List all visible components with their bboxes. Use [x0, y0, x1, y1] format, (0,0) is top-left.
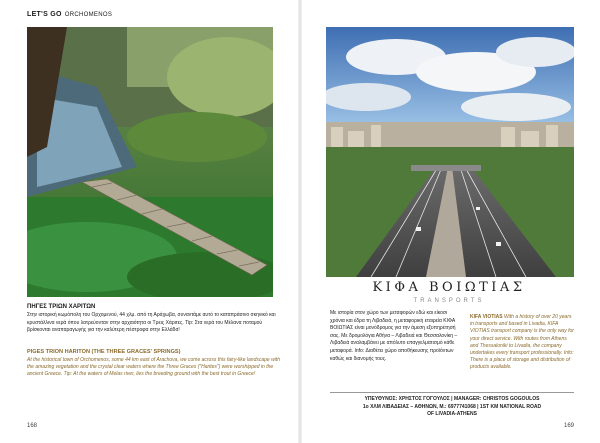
- springs-photo: [27, 27, 273, 297]
- section-header: [27, 11, 112, 18]
- highway-photo-art: [326, 27, 574, 277]
- english-company-heading: KIFA VIOTIAS: [470, 314, 503, 320]
- contact-address-cont: OF LIVADIA-ATHENS: [427, 411, 477, 417]
- brand-block: [326, 280, 572, 304]
- contact-info: [330, 396, 574, 419]
- page-number-left: 168: [27, 423, 38, 429]
- greek-title: ΠΗΓΕΣ ΤΡΙΩΝ ΧΑΡΙΤΩΝ: [27, 304, 96, 310]
- page-number-right: 169: [564, 423, 575, 429]
- brand-tagline: TRANSPORTS: [413, 298, 485, 304]
- contact-address: 1o ΧΛΜ ΛΙΒΑΔΕΙΑΣ – ΑΘΗΝΩΝ, Μ.: 6977741068 | 1ST KM NATIONAL ROAD: [362, 403, 542, 410]
- english-title: PIGES TRION HARITON (THE THREE GRACES' SPRINGS): [27, 349, 181, 355]
- page-fold: [298, 0, 302, 443]
- location-label: ORCHOMENOS: [64, 12, 113, 18]
- section-label: LET'S GO: [27, 11, 62, 18]
- contact-manager: ΥΠΕΥΘΥΝΟΣ: ΧΡΗΣΤΟΣ ΓΟΓΟΥΛΟΣ | MANAGER: CHRISTOS GOGOULOS: [364, 396, 540, 402]
- contact-divider: [330, 392, 574, 393]
- english-company-description: [470, 314, 574, 372]
- english-company-text: With a history of over 20 years in transports and based in Livadia, KIFA VIOTIAS transport company is the only way for your direct service. With routes from Athens and Thessaloniki to Livadia, the company undertakes every transport professionally. Info: There is a place of storage and distribution of products available.: [470, 314, 574, 371]
- english-description: At the historical town of Orchomenos, some 44 km east of Arachova, we come across this fairy-like landscape with the amazing vegetation and the crystal clear waters where the Three Graces ("Harites") were worshipped in the ancient Greece. Tip: At the waters of Melas river, lies the breeding ground with the best trout in Greece!: [27, 357, 280, 377]
- brand-name: ΚΙΦΑ ΒΟΙΩΤΙΑΣ: [372, 280, 526, 295]
- greek-description: Στην ιστορική κωμόπολη του Ορχομενού, 44 χλμ. από τη Αράχωβα, συναντάμε αυτό το καταπράσινο σκηνικό και κρυστάλλινα νερά όπου λατρεύονταν στην αρχαιότητα οι Τρεις Χάριτες. Tip: Στα νερά του Μέλανα ποταμού βρίσκονται αναπαραγωγής για την καλύτερη πέστροφα στην Ελλάδα!: [27, 312, 276, 334]
- highway-photo: [326, 27, 574, 277]
- greek-company-description: Με ιστορία στον χώρο των μεταφορών εδώ και είκοσι χρόνια και έδρα τη Λιβαδειά, η μεταφορική εταιρεία ΚΙΦΑ ΒΟΙΩΤΙΑΣ είναι μονόδρομος για την άμεση εξυπηρέτησή σας. Με δρομολόγια Αθήνα – Λιβαδειά και Θεσσαλονίκη – Λιβαδειά αναλαμβάνει με απόλυτο επαγγελματισμό κάθε μεταφορά. Info: Διαθέτει χώρο αποθήκευσης προϊόντων καθώς και διανομής τους.: [330, 310, 458, 362]
- springs-photo-art: [27, 27, 273, 297]
